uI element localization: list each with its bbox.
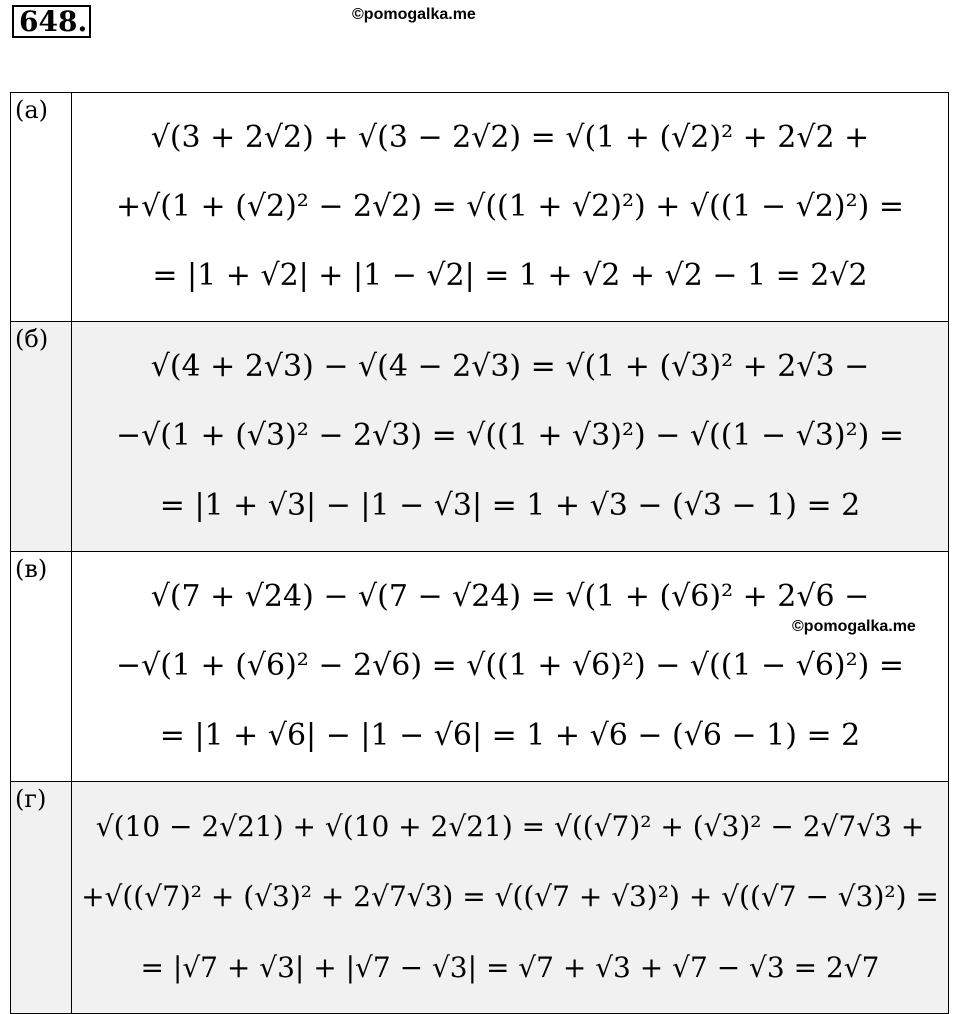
- row-v: [11, 552, 949, 782]
- row-label: (а): [11, 93, 72, 322]
- equation-line: +√(1 + (√2)² − 2√2) = √((1 + √2)²) + √((1 − √2)²) =: [115, 188, 905, 224]
- row-b: [11, 322, 949, 552]
- equation-line: −√(1 + (√3)² − 2√3) = √((1 + √3)²) − √((1 − √3)²) =: [115, 418, 905, 454]
- row-g: [11, 782, 949, 1014]
- row-content: [72, 93, 949, 322]
- equation-line: = |1 + √2| + |1 − √2| = 1 + √2 + √2 − 1 = 2√2: [152, 258, 868, 294]
- watermark-middle: ©pomogalka.me: [792, 618, 916, 635]
- equation-line: = |1 + √3| − |1 − √3| = 1 + √3 − (√3 − 1) = 2: [159, 488, 861, 524]
- row-content: [72, 782, 949, 1014]
- equation-line: √(4 + 2√3) − √(4 − 2√3) = √(1 + (√3)² + 2√3 −: [150, 348, 870, 384]
- row-a: [11, 93, 949, 322]
- row-content: [72, 552, 949, 782]
- equation-line: −√(1 + (√6)² − 2√6) = √((1 + √6)²) − √((1 − √6)²) =: [115, 648, 905, 684]
- row-label: (б): [11, 322, 72, 552]
- watermark-top: ©pomogalka.me: [352, 6, 476, 23]
- equation-line: +√((√7)² + (√3)² + 2√7√3) = √((√7 + √3)²) + √((√7 − √3)²) =: [81, 880, 939, 914]
- equation-line: √(7 + √24) − √(7 − √24) = √(1 + (√6)² + 2√6 −: [150, 578, 870, 614]
- problem-number: 648.: [12, 5, 91, 38]
- equation-line: √(10 − 2√21) + √(10 + 2√21) = √((√7)² + (√3)² − 2√7√3 +: [95, 810, 925, 844]
- equation-line: = |1 + √6| − |1 − √6| = 1 + √6 − (√6 − 1) = 2: [159, 718, 861, 754]
- row-content: [72, 322, 949, 552]
- row-label: (в): [11, 552, 72, 782]
- equation-line: = |√7 + √3| + |√7 − √3| = √7 + √3 + √7 − √3 = 2√7: [140, 950, 880, 984]
- solution-table: [10, 92, 949, 1014]
- equation-line: √(3 + 2√2) + √(3 − 2√2) = √(1 + (√2)² + 2√2 +: [150, 119, 870, 155]
- row-label: (г): [11, 782, 72, 1014]
